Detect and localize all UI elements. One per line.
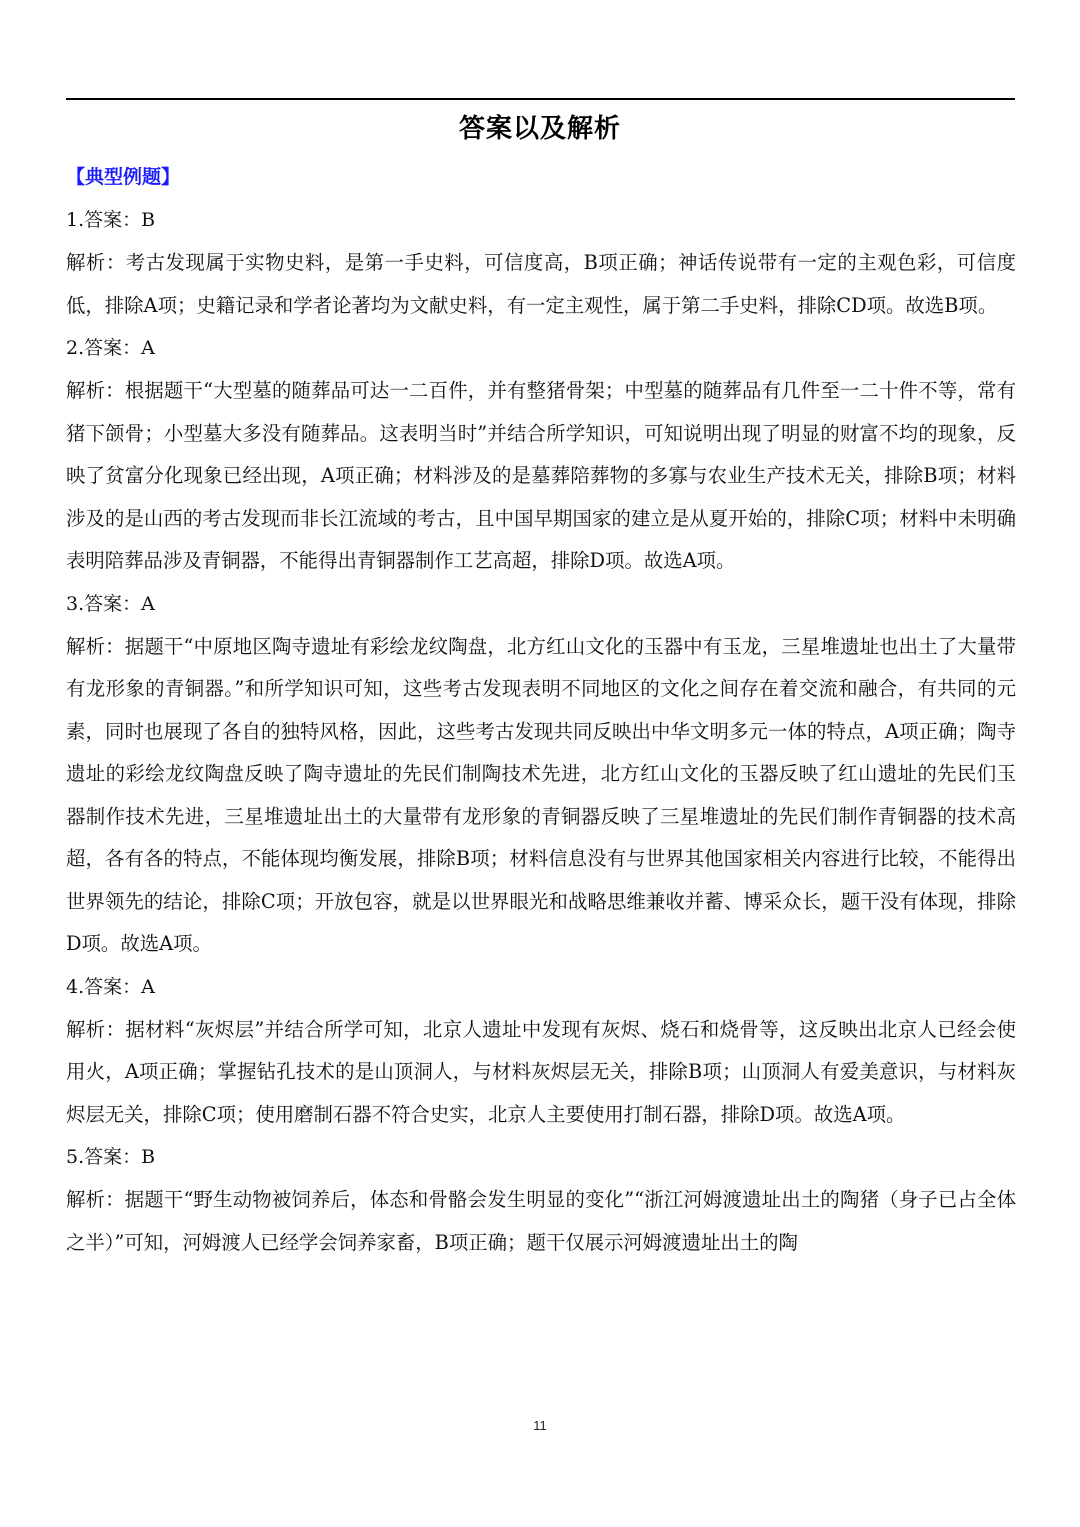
page-number: 11 [533, 1418, 547, 1433]
analysis-paragraph: 解析：据题干“中原地区陶寺遗址有彩绘龙纹陶盘，北方红山文化的玉器中有玉龙，三星堆遗址也出土了大量带有龙形象的青铜器。”和所学知识可知，这些考古发现表明不同地区的文化之间存在着交流和融合，有共同的元素，同时也展现了各自的独特风格，因此，这些考古发现共同反映出中华文明多元一体的特点，A项正确；陶寺遗址的彩绘龙纹陶盘反映了陶寺遗址的先民们制陶技术先进，北方红山文化的玉器反映了红山遗址的先民们玉器制作技术先进，三星堆遗址出土的大量带有龙形象的青铜器反映了三星堆遗址的先民们制作青铜器的技术高超，各有各的特点，不能体现均衡发展，排除B项；材料信息没有与世界其他国家相关内容进行比较，不能得出世界领先的结论，排除C项；开放包容，就是以世界眼光和战略思维兼收并蓄、博采众长，题干没有体现，排除D项。故选A项。 [66, 634, 1016, 955]
answer-line: 4.答案：A [66, 975, 155, 998]
question-item [66, 327, 1016, 583]
answer-line: 1.答案：B [66, 209, 156, 231]
analysis-paragraph: 解析：根据题干“大型墓的随葬品可达一二百件，并有整猪骨架；中型墓的随葬品有几件至一二十件不等，常有猪下颌骨；小型墓大多没有随葬品。这表明当时”并结合所学知识，可知说明出现了明显的财富不均的现象，反映了贫富分化现象已经出现，A项正确；材料涉及的是墓葬陪葬物的多寡与农业生产技术无关，排除B项；材料涉及的是山西的考古发现而非长江流域的考古，且中国早期国家的建立是从夏开始的，排除C项；材料中未明确表明陪葬品涉及青铜器，不能得出青铜器制作工艺高超，排除D项。故选A项。 [66, 379, 1016, 572]
analysis-paragraph: 解析：据题干“野生动物被饲养后，体态和骨骼会发生明显的变化”“浙江河姆渡遗址出土的陶猪（身子已占全体之半）”可知，河姆渡人已经学会饲养家畜，B项正确；题干仅展示河姆渡遗址出土的陶 [66, 1188, 1016, 1254]
answer-line: 2.答案：A [66, 337, 155, 359]
question-item [66, 199, 1016, 327]
question-item [66, 1136, 1016, 1264]
answer-line: 5.答案：B [66, 1146, 156, 1168]
analysis-paragraph: 解析：考古发现属于实物史料，是第一手史料，可信度高，B项正确；神话传说带有一定的主观色彩，可信度低，排除A项；史籍记录和学者论著均为文献史料，有一定主观性，属于第二手史料，排除CD项。故选B项。 [66, 251, 1016, 317]
analysis-paragraph: 解析：据材料“灰烬层”并结合所学可知，北京人遗址中发现有灰烬、烧石和烧骨等，这反映出北京人已经会使用火，A项正确；掌握钻孔技术的是山顶洞人，与材料灰烬层无关，排除B项；山顶洞人有爱美意识，与材料灰烬层无关，排除C项；使用磨制石器不符合史实，北京人主要使用打制石器，排除D项。故选A项。 [66, 1017, 1016, 1126]
answer-section [66, 156, 1016, 1264]
question-item [66, 583, 1016, 966]
header-rule [66, 98, 1015, 100]
page-title: 答案以及解析 [458, 114, 621, 144]
section-heading: 【典型例题】 [66, 166, 181, 188]
question-item [66, 966, 1016, 1137]
answer-line: 3.答案：A [66, 592, 155, 615]
